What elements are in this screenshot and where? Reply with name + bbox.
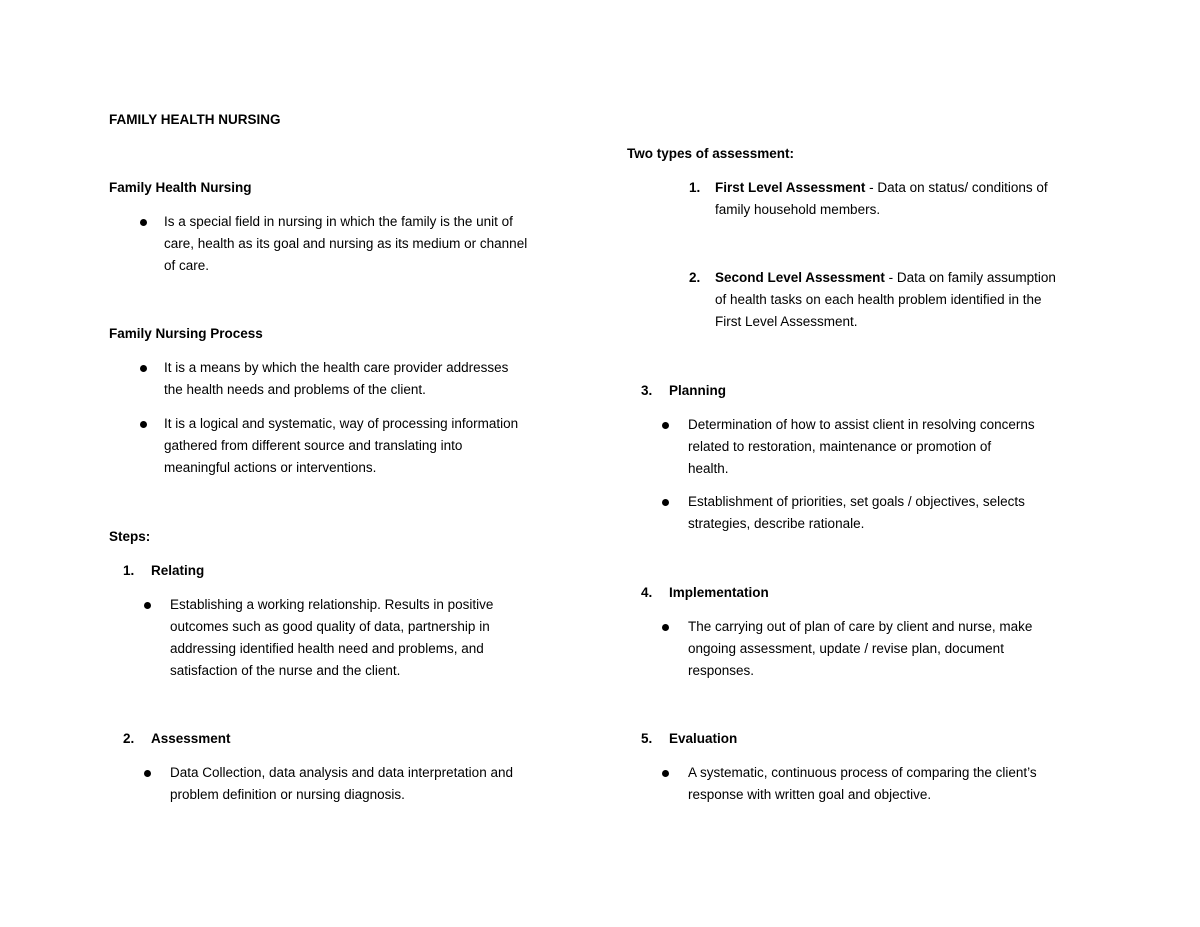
bullet-text-line: Establishment of priorities, set goals / objectives, selects xyxy=(688,494,1025,509)
second-level-line2: of health tasks on each health problem identified in the xyxy=(715,292,1042,307)
bullet-text-line: strategies, describe rationale. xyxy=(688,516,865,531)
step-title-evaluation: Evaluation xyxy=(669,731,738,746)
bullet-icon xyxy=(144,602,151,609)
bullet-text-line: It is a means by which the health care provider addresses xyxy=(164,360,509,375)
bullet-text-line: Establishing a working relationship. Results in positive xyxy=(170,597,494,612)
family-nursing-process-heading: Family Nursing Process xyxy=(109,326,263,341)
bullet-icon xyxy=(140,421,147,428)
bullet-text-line: Determination of how to assist client in resolving concerns xyxy=(688,417,1035,432)
bullet-icon xyxy=(140,365,147,372)
step-number: 1. xyxy=(123,563,135,578)
bullet-icon xyxy=(140,219,147,226)
second-level-line3: First Level Assessment. xyxy=(715,314,858,329)
step-number: 4. xyxy=(641,585,653,600)
bullet-text-line: the health needs and problems of the client. xyxy=(164,382,426,397)
step-number: 3. xyxy=(641,383,653,398)
first-level-term: First Level Assessment xyxy=(715,180,866,195)
bullet-icon xyxy=(662,422,669,429)
second-level-line xyxy=(715,267,1056,289)
bullet-text-line: meaningful actions or interventions. xyxy=(164,460,377,475)
bullet-text-line: problem definition or nursing diagnosis. xyxy=(170,787,405,802)
bullet-text-line: Data Collection, data analysis and data interpretation and xyxy=(170,765,513,780)
bullet-text-line: Is a special field in nursing in which the family is the unit of xyxy=(164,214,513,229)
second-level-term: Second Level Assessment xyxy=(715,270,885,285)
bullet-text-line: It is a logical and systematic, way of processing information xyxy=(164,416,519,431)
steps-heading: Steps: xyxy=(109,529,151,544)
bullet-text-line: related to restoration, maintenance or promotion of xyxy=(688,439,992,454)
bullet-text-line: addressing identified health need and problems, and xyxy=(170,641,484,656)
first-level-desc: - Data on status/ conditions of xyxy=(865,180,1048,195)
second-level-desc: - Data on family assumption xyxy=(884,270,1056,285)
bullet-text-line: The carrying out of plan of care by client and nurse, make xyxy=(688,619,1033,634)
bullet-text-line: responses. xyxy=(688,663,755,678)
bullet-text-line: A systematic, continuous process of comparing the client’s xyxy=(688,765,1037,780)
document-title: FAMILY HEALTH NURSING xyxy=(109,112,281,127)
bullet-text-line: gathered from different source and translating into xyxy=(164,438,463,453)
family-health-nursing-heading: Family Health Nursing xyxy=(109,180,252,195)
first-level-line xyxy=(715,177,1048,199)
bullet-text-line: health. xyxy=(688,461,729,476)
bullet-text-line: satisfaction of the nurse and the client. xyxy=(170,663,401,678)
bullet-text-line: outcomes such as good quality of data, partnership in xyxy=(170,619,490,634)
step-number: 5. xyxy=(641,731,653,746)
bullet-icon xyxy=(662,499,669,506)
list-number: 1. xyxy=(689,180,701,195)
step-title-relating: Relating xyxy=(151,563,205,578)
two-types-heading: Two types of assessment: xyxy=(627,146,795,161)
step-number: 2. xyxy=(123,731,135,746)
first-level-line2: family household members. xyxy=(715,202,881,217)
bullet-icon xyxy=(662,770,669,777)
bullet-text-line: care, health as its goal and nursing as its medium or channel xyxy=(164,236,528,251)
bullet-text-line: ongoing assessment, update / revise plan, document xyxy=(688,641,1004,656)
bullet-text-line: of care. xyxy=(164,258,210,273)
step-title-assessment: Assessment xyxy=(151,731,231,746)
list-number: 2. xyxy=(689,270,701,285)
step-title-implementation: Implementation xyxy=(669,585,769,600)
bullet-icon xyxy=(662,624,669,631)
step-title-planning: Planning xyxy=(669,383,726,398)
bullet-text-line: response with written goal and objective. xyxy=(688,787,932,802)
bullet-icon xyxy=(144,770,151,777)
